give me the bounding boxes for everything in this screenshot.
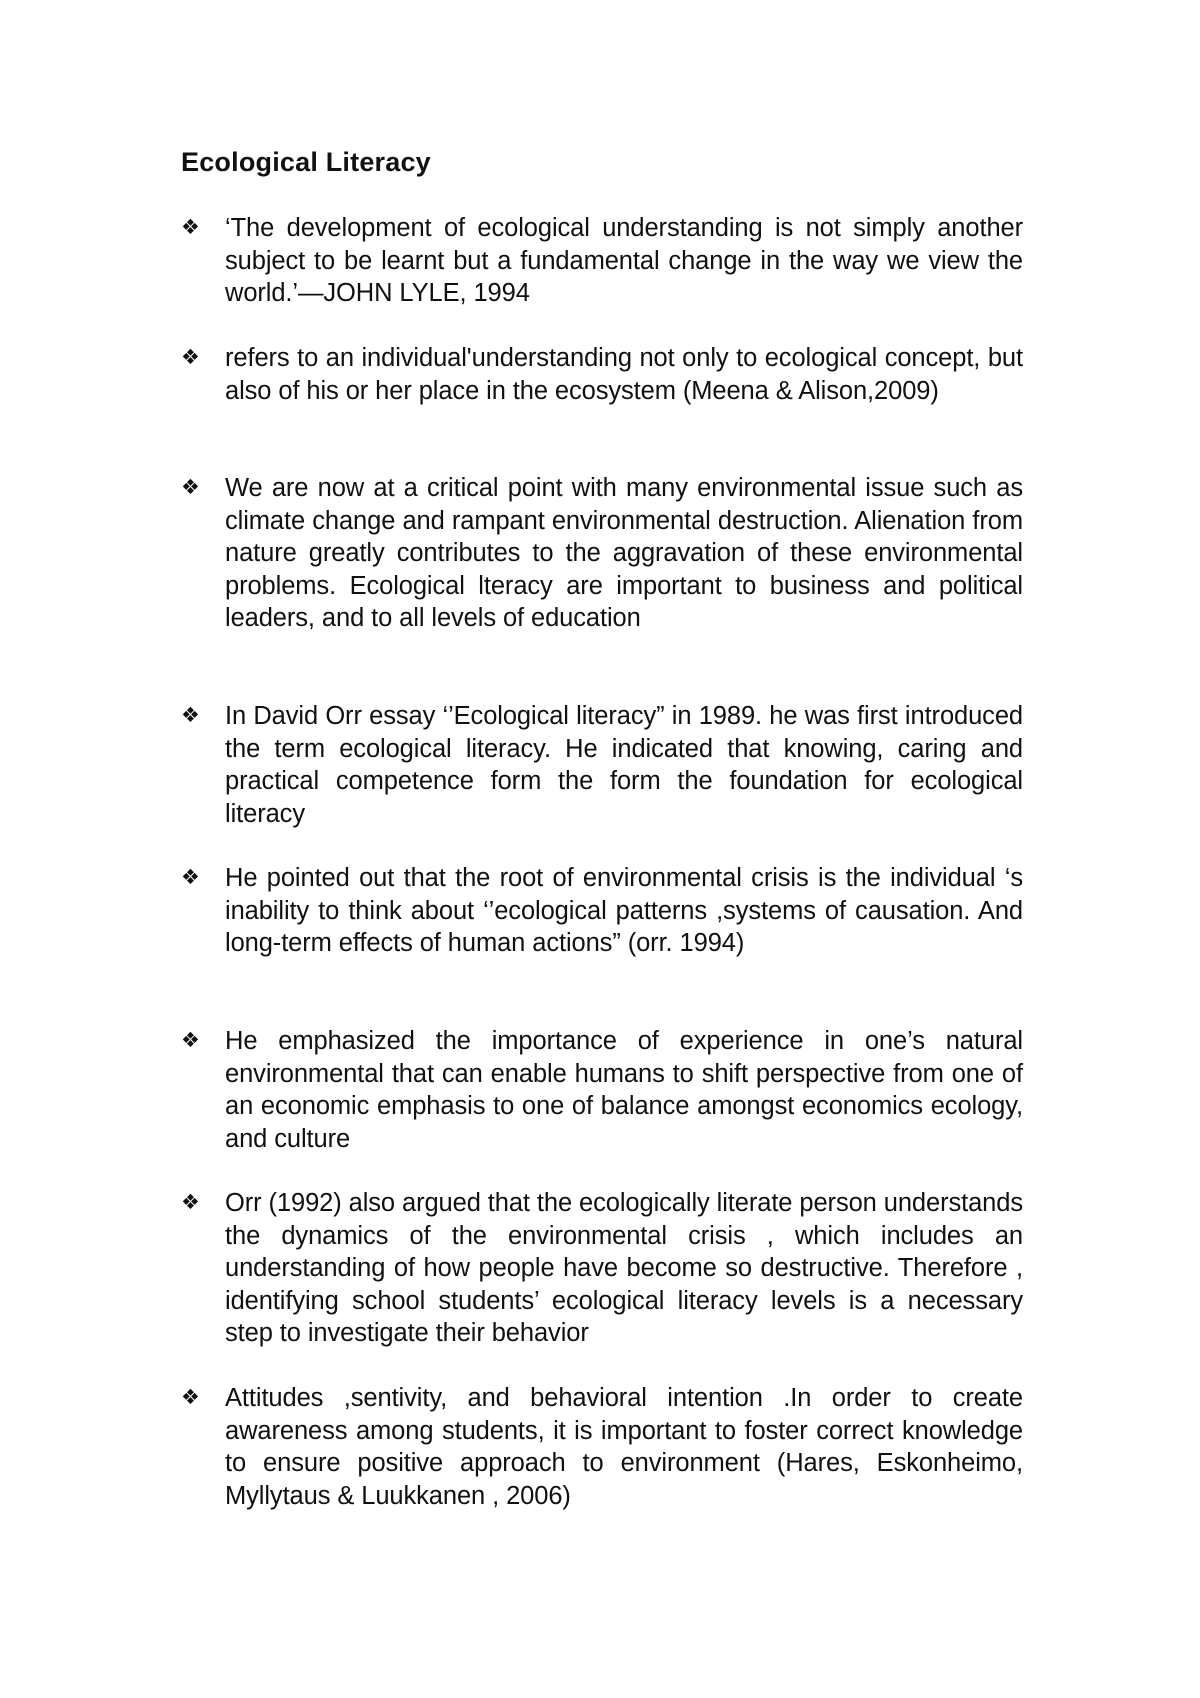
diamond-bullet-icon: ❖ (181, 1191, 200, 1214)
diamond-bullet-icon: ❖ (181, 1386, 200, 1409)
bullet-text-2: refers to an individual'understanding not only to ecological concept, but also of his or her place in the ecosystem (Meena & Alison,2009) (225, 344, 1023, 405)
bullet-text-5: He pointed out that the root of environmental crisis is the individual ‘s inability to think about ‘’ecological patterns ,systems of causation. And long-term effects of human actions” (orr. 1994) (225, 864, 1023, 958)
bullet-text-7: Orr (1992) also argued that the ecologically literate person understands the dynamics of the environmental crisis , which includes an understanding of how people have become so destructive. Therefore , identifying school students’ ecological literacy levels is a necessary step to investigate their behavior (225, 1189, 1023, 1348)
diamond-bullet-icon: ❖ (181, 216, 200, 239)
bullet-text-4: In David Orr essay ‘’Ecological literacy” in 1989. he was first introduced the term ecological literacy. He indicated that knowing, caring and practical competence form the form the foundation for ecological literacy (225, 702, 1023, 828)
diamond-bullet-icon: ❖ (181, 866, 200, 889)
diamond-bullet-icon: ❖ (181, 346, 200, 369)
diamond-bullet-icon: ❖ (181, 476, 200, 499)
bullet-text-6: He emphasized the importance of experience in one’s natural environmental that can enable humans to shift perspective from one of an economic emphasis to one of balance amongst economics ecology, and culture (225, 1027, 1023, 1153)
bullet-text-1: ‘The development of ecological understanding is not simply another subject to be learnt but a fundamental change in the way we view the world.’—JOHN LYLE, 1994 (225, 214, 1023, 308)
diamond-bullet-icon: ❖ (181, 1029, 200, 1052)
diamond-bullet-icon: ❖ (181, 704, 200, 727)
document-title: Ecological Literacy (181, 147, 431, 177)
bullet-text-3: We are now at a critical point with many environmental issue such as climate change and rampant environmental destruction. Alienation from nature greatly contributes to the aggravation of these environmental problems. Ecological lteracy are important to business and political leaders, and to all levels of education (225, 474, 1023, 633)
bullet-text-8: Attitudes ,sentivity, and behavioral intention .In order to create awareness among students, it is important to foster correct knowledge to ensure positive approach to environment (Hares, Eskonheimo, Myllytaus & Luukkanen , 2006) (225, 1384, 1023, 1510)
